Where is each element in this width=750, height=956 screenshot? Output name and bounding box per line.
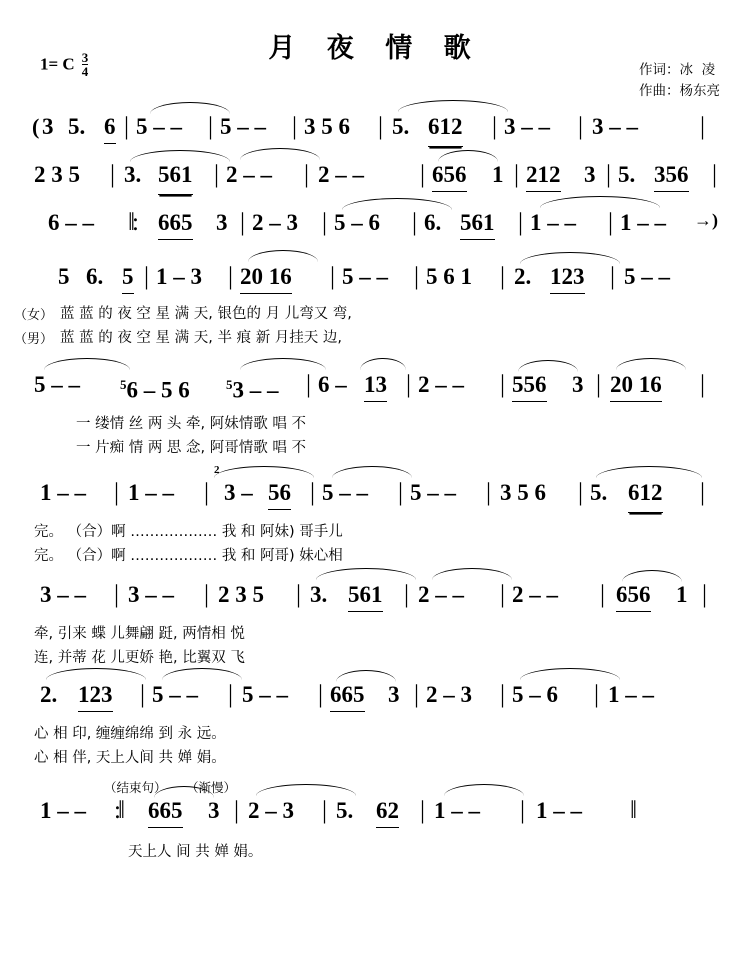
note: 1 – –: [608, 682, 654, 707]
note: 1 – 3: [156, 264, 202, 289]
slur: [518, 360, 578, 372]
note: 3: [216, 210, 228, 235]
barline: |: [114, 581, 120, 608]
note: 5 – –: [624, 264, 670, 289]
slur: [520, 252, 620, 264]
composer-credit: 作曲：杨东亮: [639, 83, 720, 99]
note: 2 – –: [226, 162, 272, 187]
slur: [360, 358, 406, 370]
system-8-lyrics-male: [0, 748, 750, 770]
note: 1 – –: [530, 210, 576, 235]
role-male: （男）: [14, 332, 54, 347]
note: 3 – –: [504, 114, 550, 139]
system-8: [0, 680, 750, 764]
note: 5.: [336, 798, 354, 823]
role-female: （女）: [14, 308, 54, 323]
system-6-lyrics-female: [0, 522, 750, 544]
system-6-lyrics-male: [0, 546, 750, 568]
barline: |: [304, 161, 310, 188]
note: 561: [460, 208, 495, 240]
barline: |: [608, 209, 614, 236]
barline: |: [228, 263, 234, 290]
note: $^5$3 – –: [226, 377, 279, 403]
barline: |: [412, 209, 418, 236]
barline: |: [404, 581, 410, 608]
lyric-line: 蓝 蓝 的 夜 空 星 满 天, 银色的 月 儿弯又 弯,: [60, 306, 352, 322]
ritardando-label: （渐慢）: [186, 780, 237, 795]
clef-marker: (: [32, 114, 40, 139]
note: 1: [676, 582, 688, 607]
lyric-line: 牵, 引来 蝶 儿舞翩 跹, 两情相 悦: [34, 626, 245, 642]
note: 5 – 6: [512, 682, 558, 707]
barline: |: [228, 681, 234, 708]
note: 13: [364, 370, 387, 402]
note: 56: [268, 478, 291, 510]
barline: |: [500, 371, 506, 398]
note: 1: [492, 162, 504, 187]
lyric-line: 连, 并蒂 花 儿更娇 艳, 比翼双 飞: [34, 650, 245, 666]
lyric-line: 完。 （合）啊 ……………… 我 和 阿哥) 妹心相: [34, 548, 343, 564]
system-1: [0, 112, 750, 152]
note: 2 3 5: [34, 162, 80, 187]
system-7: [0, 580, 750, 664]
slur: [44, 358, 130, 370]
barline: |: [700, 479, 706, 506]
note: 3: [42, 114, 54, 139]
system-7-lyrics-male: [0, 648, 750, 670]
note: 1 – –: [40, 798, 86, 823]
system-5-notes: [0, 370, 750, 410]
barline: |: [518, 209, 524, 236]
barline: |: [486, 479, 492, 506]
barline: |: [296, 581, 302, 608]
slur: [616, 358, 686, 370]
barline: |: [700, 371, 706, 398]
barline: |: [330, 263, 336, 290]
note: 556: [512, 370, 547, 402]
slur: [336, 670, 396, 682]
note: $^5$6 – 5 6: [120, 377, 190, 403]
note: 123: [550, 262, 585, 294]
repeat-start: ‖:: [128, 209, 136, 236]
barline: |: [398, 479, 404, 506]
note: 20 16: [610, 370, 662, 402]
note: 5 – –: [152, 682, 198, 707]
slur: [248, 250, 318, 262]
note: 2 – –: [512, 582, 558, 607]
note: 3 –: [224, 480, 253, 505]
ending-phrase-label: （结束句）: [104, 780, 167, 795]
system-2: [0, 160, 750, 200]
note: 212: [526, 160, 561, 192]
page-title: 月 夜 情 歌: [268, 33, 482, 64]
note: 656: [616, 580, 651, 612]
note: 561: [158, 160, 193, 195]
slur: [332, 466, 412, 478]
barline: |: [306, 371, 312, 398]
barline: |: [578, 479, 584, 506]
barline: |: [124, 113, 130, 140]
note: 665: [148, 796, 183, 828]
lyric-line: 心 相 伴, 天上人间 共 婵 娟。: [34, 750, 226, 766]
barline: |: [600, 581, 606, 608]
barline: |: [234, 797, 240, 824]
barline: |: [610, 263, 616, 290]
system-9-lyrics: [0, 842, 750, 864]
barline: |: [500, 263, 506, 290]
lyric-line: 一 片痴 情 两 思 念, 阿哥情歌 唱 不: [76, 440, 306, 456]
note: 2 3 5: [218, 582, 264, 607]
lyric-line: 天上人 间 共 婵 娟。: [128, 844, 263, 860]
note: 5: [122, 262, 134, 294]
note: 1 – –: [536, 798, 582, 823]
note: 5 – –: [34, 372, 80, 397]
barline: |: [204, 479, 210, 506]
system-1-notes: [0, 112, 750, 152]
barline: |: [702, 581, 708, 608]
barline: |: [500, 581, 506, 608]
note: 1 – –: [434, 798, 480, 823]
barline: |: [420, 797, 426, 824]
note: 20 16: [240, 262, 292, 294]
barline: |: [110, 161, 116, 188]
note: 3.: [124, 162, 142, 187]
barline: |: [208, 113, 214, 140]
system-8-notes: [0, 680, 750, 720]
repeat-end: :‖: [114, 797, 122, 824]
note: 3: [208, 798, 220, 823]
note: 2 – 3: [426, 682, 472, 707]
note: 6.: [86, 264, 104, 289]
slur: [150, 102, 230, 114]
system-5-lyrics-female: [0, 414, 750, 436]
barline: |: [606, 161, 612, 188]
note: 3.: [310, 582, 328, 607]
note: 5.: [618, 162, 636, 187]
note: 2 – –: [418, 372, 464, 397]
note: 123: [78, 680, 113, 712]
note: 561: [348, 580, 383, 612]
barline: |: [712, 161, 718, 188]
note: 6 –: [318, 372, 347, 397]
slur: [398, 100, 508, 112]
system-5-lyrics-male: [0, 438, 750, 460]
barline: |: [420, 161, 426, 188]
note: 5: [58, 264, 70, 289]
note: 5 – –: [136, 114, 182, 139]
system-6-notes: [0, 464, 750, 518]
note: 5 – –: [220, 114, 266, 139]
barline: |: [204, 581, 210, 608]
barline: |: [414, 263, 420, 290]
note: 3: [388, 682, 400, 707]
note: 6.: [424, 210, 442, 235]
note: 2.: [40, 682, 58, 707]
note: 5.: [68, 114, 86, 139]
note: 3 – –: [40, 582, 86, 607]
note: 5 – –: [322, 480, 368, 505]
note: 1 – –: [40, 480, 86, 505]
note: 6 – –: [48, 210, 94, 235]
barline: |: [378, 113, 384, 140]
lyric-line: 心 相 印, 缠缠绵绵 到 永 远。: [34, 726, 226, 742]
barline: |: [318, 681, 324, 708]
note: 1 – –: [620, 210, 666, 235]
note: 3: [584, 162, 596, 187]
lyric-line: 一 缕情 丝 两 头 牵, 阿妹情歌 唱 不: [76, 416, 306, 432]
system-3-notes: [0, 208, 750, 248]
slur: [240, 358, 326, 370]
note: 356: [654, 160, 689, 192]
note: 1 – –: [128, 480, 174, 505]
note: 62: [376, 796, 399, 828]
slur: [596, 466, 702, 478]
note: 5 – 6: [334, 210, 380, 235]
barline: |: [578, 113, 584, 140]
slur: [432, 568, 512, 580]
note: 665: [158, 208, 193, 240]
note: 656: [432, 160, 467, 192]
note: 6: [104, 112, 116, 144]
note: 5 6 1: [426, 264, 472, 289]
barline: |: [144, 263, 150, 290]
note: 3 5 6: [304, 114, 350, 139]
barline: |: [514, 161, 520, 188]
note: 2 – –: [318, 162, 364, 187]
time-signature-numerator: 3: [81, 50, 89, 65]
barline: |: [322, 797, 328, 824]
ending-2-label: 2: [214, 464, 220, 476]
continuation-arrow-icon: →): [694, 210, 718, 230]
note: 5 – –: [242, 682, 288, 707]
final-barline: ‖: [630, 797, 635, 824]
note: 612: [428, 112, 463, 147]
system-4-lyrics-male: [0, 328, 750, 350]
note: 665: [330, 680, 365, 712]
time-signature-denominator: 4: [81, 64, 89, 79]
system-4-notes: [0, 262, 750, 302]
system-7-lyrics-female: [0, 624, 750, 646]
key-signature-text: 1= C: [40, 54, 75, 74]
note: 3 5 6: [500, 480, 546, 505]
slur: [622, 570, 682, 582]
system-5: [0, 370, 750, 454]
barline: |: [240, 209, 246, 236]
system-2-notes: [0, 160, 750, 200]
time-signature: [82, 51, 89, 78]
system-9-notes: [0, 796, 750, 836]
slur: [214, 466, 314, 478]
barline: |: [214, 161, 220, 188]
system-8-lyrics-female: [0, 724, 750, 746]
key-signature: [40, 52, 88, 79]
barline: |: [322, 209, 328, 236]
lyricist-credit: 作词：冰 凌: [639, 62, 716, 78]
barline: |: [500, 681, 506, 708]
note: 3 – –: [128, 582, 174, 607]
note: 2.: [514, 264, 532, 289]
system-7-notes: [0, 580, 750, 620]
system-9: [0, 778, 750, 858]
system-6: [0, 464, 750, 564]
barline: |: [492, 113, 498, 140]
note: 3: [572, 372, 584, 397]
barline: |: [414, 681, 420, 708]
barline: |: [114, 479, 120, 506]
note: 2 – –: [418, 582, 464, 607]
barline: |: [292, 113, 298, 140]
system-3: [0, 208, 750, 248]
note: 3 – –: [592, 114, 638, 139]
note: 612: [628, 478, 663, 513]
barline: |: [520, 797, 526, 824]
note: 5.: [590, 480, 608, 505]
barline: |: [594, 681, 600, 708]
system-4-lyrics-female: [0, 304, 750, 326]
slur: [316, 568, 416, 580]
lyric-line: 蓝 蓝 的 夜 空 星 满 天, 半 痕 新 月挂天 边,: [60, 330, 343, 346]
note: 5 – –: [342, 264, 388, 289]
note: 5.: [392, 114, 410, 139]
note: 2 – 3: [248, 798, 294, 823]
lyric-line: 完。 （合）啊 ……………… 我 和 阿妹) 哥手儿: [34, 524, 343, 540]
barline: |: [406, 371, 412, 398]
note: 5 – –: [410, 480, 456, 505]
barline: |: [596, 371, 602, 398]
barline: |: [310, 479, 316, 506]
credits: [639, 60, 720, 102]
barline: |: [140, 681, 146, 708]
barline: |: [700, 113, 706, 140]
system-4: [0, 262, 750, 346]
note: 2 – 3: [252, 210, 298, 235]
